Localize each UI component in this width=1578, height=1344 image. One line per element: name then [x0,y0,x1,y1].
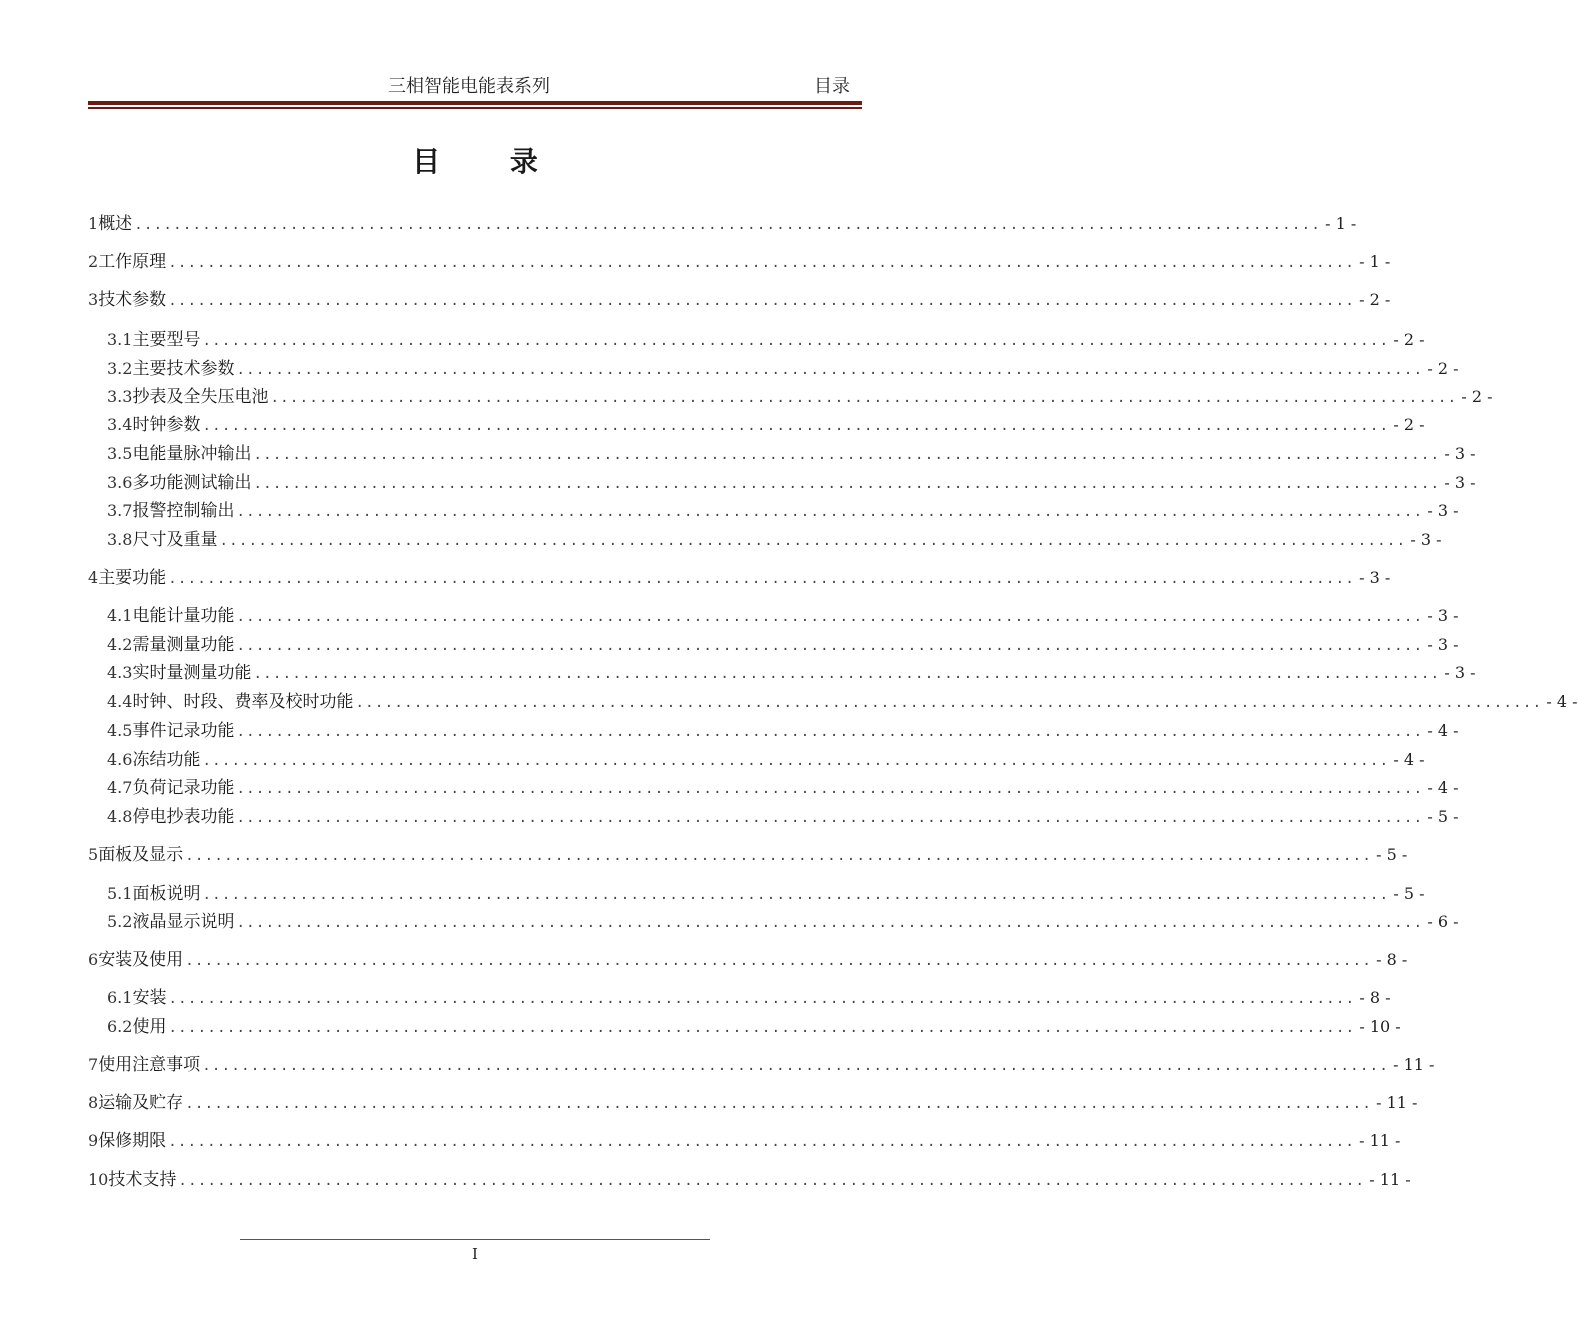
toc-dot-leader: .......................................................................................................................... [236,609,1424,625]
toc-subsection-entry[interactable] [88,661,1476,685]
toc-subsection-entry[interactable] [88,385,1493,409]
toc-entry-number: 1 [88,214,99,233]
toc-entry-number: 3.8 [107,530,133,549]
toc-subsection-entry[interactable] [88,986,1391,1010]
toc-entry-number: 10 [88,1170,109,1189]
toc-section-entry[interactable] [88,288,1391,312]
toc-entry-number: 4.7 [107,778,133,797]
toc-dot-leader: .......................................................................................................................... [168,255,1356,271]
toc-entry-title: 需量测量功能 [132,635,235,655]
toc-entry-page: - 11 - [1369,1170,1411,1189]
toc-entry-page: - 3 - [1359,568,1391,587]
toc-entry-page: - 2 - [1461,387,1493,406]
toc-entry-number: 5.2 [107,912,133,931]
toc-entry-title: 电能量脉冲输出 [132,444,252,464]
toc-subsection-entry[interactable] [88,357,1459,381]
toc-subsection-entry[interactable] [88,719,1459,743]
toc-entry-title: 抄表及全失压电池 [132,387,269,407]
toc-subsection-entry[interactable] [88,910,1459,934]
toc-entry-number: 6.2 [107,1017,133,1036]
toc-dot-leader: .......................................................................................................................... [168,1134,1356,1150]
toc-entry-number: 3.4 [107,415,133,434]
toc-subsection-entry[interactable] [88,471,1476,495]
toc-dot-leader: .......................................................................................................................... [236,915,1424,931]
toc-entry-page: - 2 - [1393,415,1425,434]
toc-subsection-entry[interactable] [88,882,1425,906]
toc-dot-leader: .......................................................................................................................... [178,1173,1366,1189]
toc-dot-leader: .......................................................................................................................... [185,953,1373,969]
toc-entry-title: 实时量测量功能 [132,663,252,683]
toc-entry-number: 7 [88,1055,99,1074]
toc-entry-page: - 6 - [1427,912,1459,931]
toc-entry-page: - 8 - [1376,950,1408,969]
header-rule-thin [88,107,862,109]
toc-dot-leader: .......................................................................................................................... [236,724,1424,740]
toc-subsection-entry[interactable] [88,1015,1401,1039]
toc-entry-page: - 5 - [1427,807,1459,826]
toc-dot-leader: .......................................................................................................................... [202,887,1390,903]
toc-entry-number: 3.6 [107,473,133,492]
toc-entry-number: 4.1 [107,606,133,625]
toc-entry-title: 尺寸及重量 [132,530,218,550]
toc-entry-title: 主要型号 [132,330,201,350]
toc-dot-leader: .......................................................................................................................... [253,666,1441,682]
toc-entry-number: 4.4 [107,692,133,711]
toc-section-entry[interactable] [88,566,1391,590]
toc-entry-title: 使用注意事项 [98,1055,201,1075]
toc-entry-title: 技术支持 [108,1170,177,1190]
toc-dot-leader: .......................................................................................................................... [253,476,1441,492]
toc-entry-number: 9 [88,1131,99,1150]
toc-entry-number: 4.8 [107,807,133,826]
toc-subsection-entry[interactable] [88,748,1425,772]
toc-dot-leader: .......................................................................................................................... [355,695,1543,711]
toc-dot-leader: .......................................................................................................................... [236,810,1424,826]
toc-entry-title: 面板说明 [132,884,201,904]
toc-entry-title: 停电抄表功能 [132,807,235,827]
toc-entry-page: - 4 - [1427,778,1459,797]
toc-section-entry[interactable] [88,843,1408,867]
toc-entry-page: - 10 - [1359,1017,1401,1036]
toc-entry-number: 8 [88,1093,99,1112]
footer-rule [240,1239,710,1240]
toc-section-entry[interactable] [88,1168,1411,1192]
toc-subsection-entry[interactable] [88,328,1425,352]
toc-entry-page: - 3 - [1427,635,1459,654]
toc-entry-number: 6.1 [107,988,133,1007]
toc-entry-page: - 3 - [1427,606,1459,625]
toc-entry-title: 负荷记录功能 [132,778,235,798]
toc-subsection-entry[interactable] [88,604,1459,628]
toc-entry-number: 4.2 [107,635,133,654]
toc-section-entry[interactable] [88,1053,1435,1077]
toc-entry-page: - 3 - [1444,473,1476,492]
toc-dot-leader: .......................................................................................................................... [253,447,1441,463]
toc-dot-leader: .......................................................................................................................... [185,1096,1373,1112]
toc-dot-leader: .......................................................................................................................... [219,533,1407,549]
toc-entry-number: 4 [88,568,99,587]
toc-entry-title: 事件记录功能 [132,721,235,741]
toc-dot-leader: .......................................................................................................................... [236,638,1424,654]
toc-entry-title: 时钟、时段、费率及校时功能 [132,692,354,712]
toc-entry-page: - 5 - [1393,884,1425,903]
toc-entry-page: - 11 - [1376,1093,1418,1112]
toc-subsection-entry[interactable] [88,528,1442,552]
toc-entry-title: 运输及贮存 [98,1093,184,1113]
toc-dot-leader: .......................................................................................................................... [270,390,1458,406]
toc-entry-title: 工作原理 [98,252,167,272]
toc-dot-leader: .......................................................................................................................... [168,1020,1356,1036]
toc-dot-leader: .......................................................................................................................... [202,753,1390,769]
toc-dot-leader: .......................................................................................................................... [202,1058,1390,1074]
toc-entry-page: - 4 - [1393,750,1425,769]
toc-entry-title: 概述 [98,214,133,234]
toc-entry-number: 3.2 [107,359,133,378]
toc-entry-number: 2 [88,252,99,271]
toc-entry-title: 安装 [132,988,167,1008]
toc-entry-number: 4.5 [107,721,133,740]
toc-entry-page: - 11 - [1359,1131,1401,1150]
toc-dot-leader: .......................................................................................................................... [134,217,1322,233]
toc-section-entry[interactable] [88,1091,1418,1115]
toc-dot-leader: .......................................................................................................................... [202,418,1390,434]
toc-entry-number: 5 [88,845,99,864]
toc-entry-page: - 5 - [1376,845,1408,864]
toc-entry-number: 3.3 [107,387,133,406]
toc-subsection-entry[interactable] [88,776,1459,800]
toc-dot-leader: .......................................................................................................................... [236,781,1424,797]
toc-entry-number: 5.1 [107,884,133,903]
toc-entry-title: 保修期限 [98,1131,167,1151]
toc-entry-title: 技术参数 [98,290,167,310]
toc-entry-page: - 4 - [1546,692,1578,711]
page-number: I [472,1245,478,1263]
toc-subsection-entry[interactable] [88,805,1459,829]
toc-entry-title: 安装及使用 [98,950,184,970]
toc-entry-number: 4.3 [107,663,133,682]
toc-entry-page: - 1 - [1359,252,1391,271]
toc-entry-number: 3.5 [107,444,133,463]
header-section-title: 目录 [814,76,850,97]
toc-entry-number: 3.1 [107,330,133,349]
toc-dot-leader: .......................................................................................................................... [168,991,1356,1007]
toc-subsection-entry[interactable] [88,413,1425,437]
toc-dot-leader: .......................................................................................................................... [236,504,1424,520]
toc-entry-page: - 3 - [1410,530,1442,549]
toc-entry-title: 主要技术参数 [132,359,235,379]
toc-section-entry[interactable] [88,250,1391,274]
toc-entry-title: 多功能测试输出 [132,473,252,493]
toc-entry-page: - 4 - [1427,721,1459,740]
toc-entry-title: 面板及显示 [98,845,184,865]
toc-dot-leader: .......................................................................................................................... [168,571,1356,587]
page-title: 目 录 [412,145,568,178]
toc-entry-title: 报警控制输出 [132,501,235,521]
toc-entry-number: 3.7 [107,501,133,520]
toc-entry-title: 主要功能 [98,568,167,588]
toc-entry-title: 液晶显示说明 [132,912,235,932]
header-rule-thick [88,101,862,105]
toc-subsection-entry[interactable] [88,633,1459,657]
toc-entry-number: 4.6 [107,750,133,769]
toc-entry-title: 电能计量功能 [132,606,235,626]
toc-entry-page: - 3 - [1444,444,1476,463]
toc-subsection-entry[interactable] [88,442,1476,466]
toc-entry-page: - 2 - [1393,330,1425,349]
toc-entry-page: - 2 - [1359,290,1391,309]
toc-entry-page: - 2 - [1427,359,1459,378]
toc-dot-leader: .......................................................................................................................... [236,362,1424,378]
toc-entry-page: - 3 - [1427,501,1459,520]
toc-section-entry[interactable] [88,948,1408,972]
toc-entry-title: 冻结功能 [132,750,201,770]
page-header [88,66,862,98]
toc-section-entry[interactable] [88,212,1357,236]
toc-section-entry[interactable] [88,1129,1401,1153]
toc-entry-page: - 11 - [1393,1055,1435,1074]
toc-subsection-entry[interactable] [88,690,1578,714]
header-series-title: 三相智能电能表系列 [388,76,550,97]
toc-entry-number: 3 [88,290,99,309]
toc-entry-page: - 8 - [1359,988,1391,1007]
toc-subsection-entry[interactable] [88,499,1459,523]
toc-dot-leader: .......................................................................................................................... [168,293,1356,309]
toc-entry-page: - 1 - [1325,214,1357,233]
toc-dot-leader: .......................................................................................................................... [202,333,1390,349]
toc-dot-leader: .......................................................................................................................... [185,848,1373,864]
toc-entry-page: - 3 - [1444,663,1476,682]
toc-entry-title: 时钟参数 [132,415,201,435]
toc-entry-number: 6 [88,950,99,969]
toc-entry-title: 使用 [132,1017,167,1037]
